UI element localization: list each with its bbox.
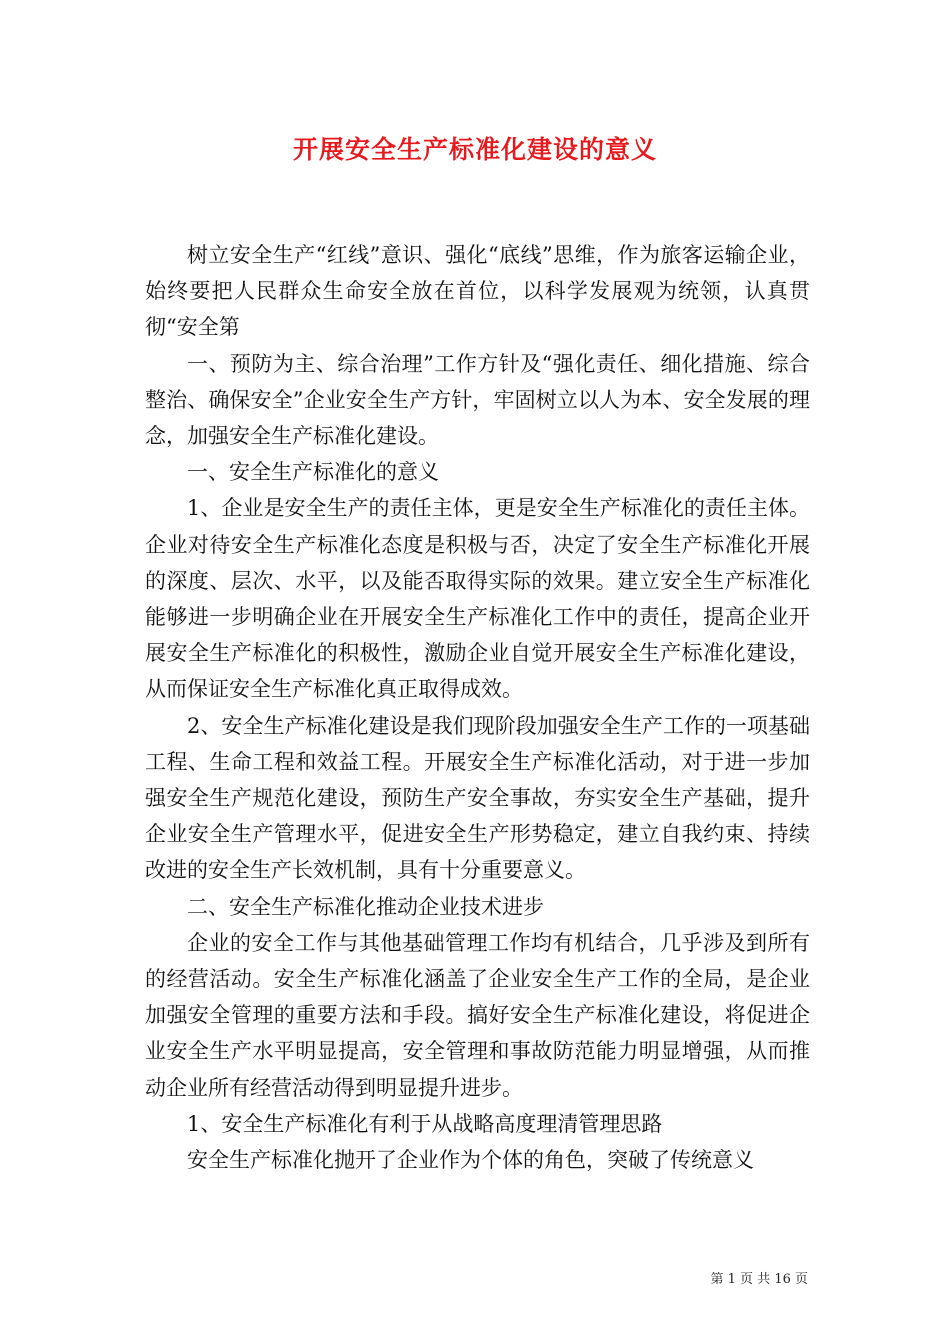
paragraph-section-2-1: 安全生产标准化抛开了企业作为个体的角色，突破了传统意义 <box>187 1148 754 1173</box>
paragraph-item-2: 2、安全生产标准化建设是我们现阶段加强安全生产工作的一项基础工程、生命工程和效益工程。开展安全生产标准化活动，对于进一步加强安全生产规范化建设，预防生产安全事故，夯实安全生产基础，提升企业安全生产管理水平，促进安全生产形势稳定，建立自我约束、持续改进的安全生产长效机制，具有十分重要意义。 <box>145 713 810 883</box>
document-body <box>145 237 810 1178</box>
paragraph-intro: 树立安全生产“红线”意识、强化“底线”思维，作为旅客运输企业，始终要把人民群众生命安全放在首位，以科学发展观为统领，认真贯彻“安全第 <box>145 243 810 340</box>
page-number: 第 1 页 共 16 页 <box>710 1272 808 1287</box>
section-heading-1: 一、安全生产标准化的意义 <box>187 460 439 485</box>
paragraph-item-1: 1、企业是安全生产的责任主体，更是安全生产标准化的责任主体。企业对待安全生产标准化态度是积极与否，决定了安全生产标准化开展的深度、层次、水平，以及能否取得实际的效果。建立安全生产标准化能够进一步明确企业在开展安全生产标准化工作中的责任，提高企业开展安全生产标准化的积极性，激励企业自觉开展安全生产标准化建设，从而保证安全生产标准化真正取得成效。 <box>145 496 810 702</box>
paragraph-section-2: 企业的安全工作与其他基础管理工作均有机结合，几乎涉及到所有的经营活动。安全生产标准化涵盖了企业安全生产工作的全局，是企业加强安全管理的重要方法和手段。搞好安全生产标准化建设，将促进企业安全生产水平明显提高，安全管理和事故防范能力明显增强，从而推动企业所有经营活动得到明显提升进步。 <box>145 930 810 1100</box>
paragraph-policy: 一、预防为主、综合治理”工作方针及“强化责任、细化措施、综合整治、确保安全”企业安全生产方针，牢固树立以人为本、安全发展的理念，加强安全生产标准化建设。 <box>145 351 810 449</box>
subheading-2-1: 1、安全生产标准化有利于从战略高度理清管理思路 <box>187 1111 663 1136</box>
section-heading-2: 二、安全生产标准化推动企业技术进步 <box>187 894 544 919</box>
document-title: 开展安全生产标准化建设的意义 <box>292 135 657 164</box>
